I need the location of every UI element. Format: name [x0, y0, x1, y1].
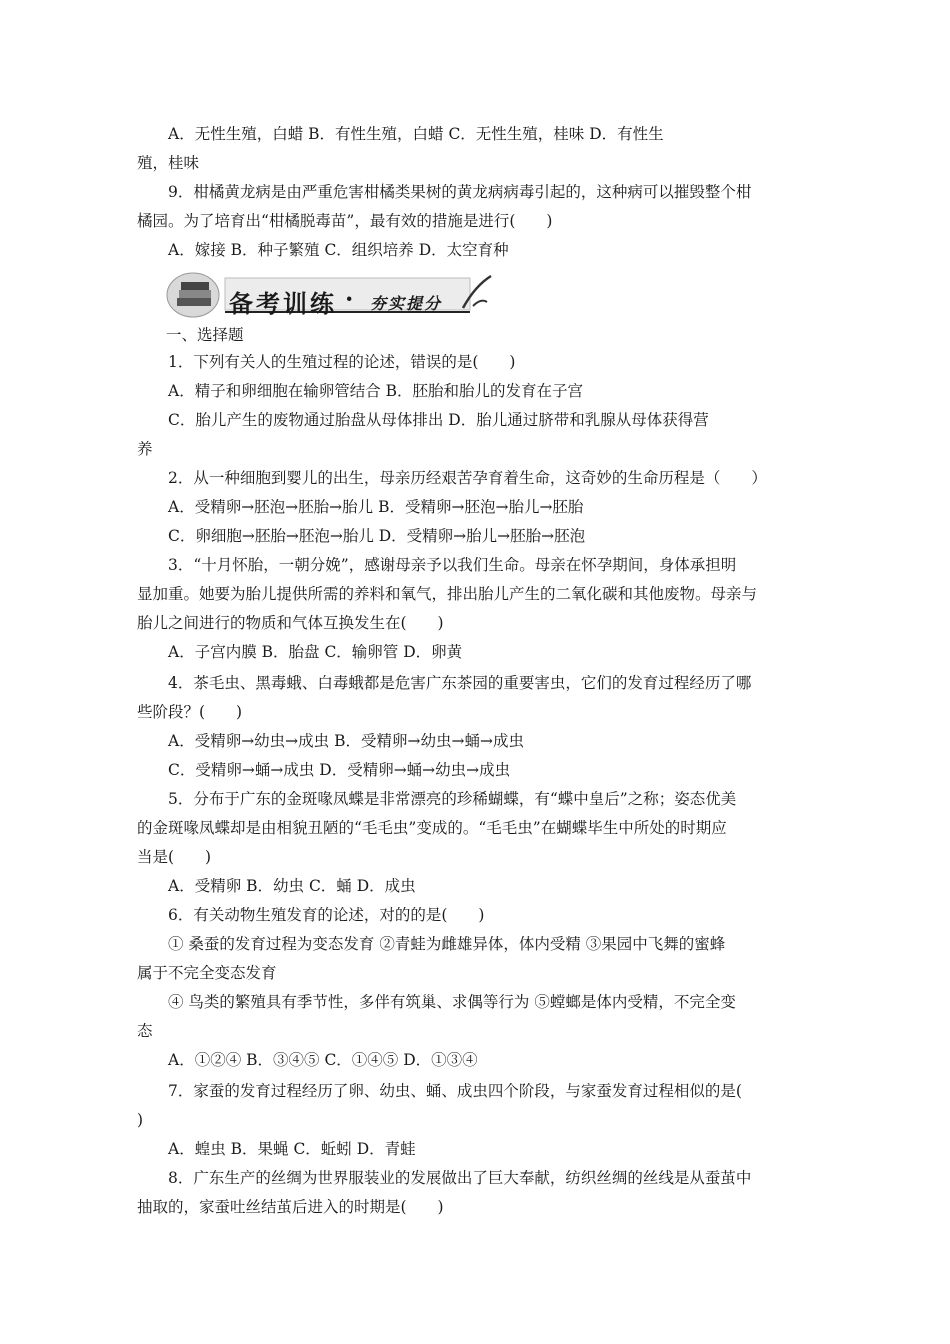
q6-options: A．①②④ B．③④⑤ C．①④⑤ D．①③④ [168, 1051, 478, 1069]
q6-statement-line3: ④ 鸟类的繁殖具有季节性，多伴有筑巢、求偶等行为 ⑤螳螂是体内受精，不完全变 [168, 993, 736, 1011]
q6-stem: 6．有关动物生殖发育的论述，对的的是( ) [168, 906, 485, 924]
q5-stem-line2: 的金斑喙凤蝶却是由相貌丑陋的“毛毛虫”变成的。“毛毛虫”在蝴蝶毕生中所处的时期应 [137, 819, 727, 837]
q1-stem: 1．下列有关人的生殖过程的论述，错误的是( ) [168, 353, 516, 371]
q7-stem-line2: ) [137, 1111, 144, 1129]
q2-stem: 2．从一种细胞到婴儿的出生，母亲历经艰苦孕育着生命，这奇妙的生命历程是（ ） [168, 469, 767, 487]
q4-stem-line2: 些阶段？( ) [137, 703, 243, 721]
section-banner [163, 268, 493, 320]
q5-stem-line3: 当是( ) [137, 848, 212, 866]
q1-option-line3: 养 [137, 440, 153, 458]
prev-q8-options-line2: 殖，桂味 [137, 154, 200, 172]
q6-statement-line1: ① 桑蚕的发育过程为变态发育 ②青蛙为雌雄异体，体内受精 ③果园中飞舞的蜜蜂 [168, 935, 726, 953]
q5-options: A．受精卵 B．幼虫 C．蛹 D．成虫 [168, 877, 416, 895]
q4-option-line1: A．受精卵→幼虫→成虫 B．受精卵→幼虫→蛹→成虫 [168, 732, 524, 750]
q7-stem-line1: 7．家蚕的发育过程经历了卵、幼虫、蛹、成虫四个阶段，与家蚕发育过程相似的是( [168, 1082, 742, 1100]
banner-dot: · [345, 284, 354, 313]
q7-options: A．蝗虫 B．果蝇 C．蚯蚓 D．青蛙 [168, 1140, 416, 1158]
q3-options: A．子宫内膜 B．胎盘 C．输卵管 D．卵黄 [168, 643, 463, 661]
banner-title: 备考训练 [229, 290, 337, 318]
q4-option-line2: C．受精卵→蛹→成虫 D．受精卵→蛹→幼虫→成虫 [168, 761, 511, 779]
q6-statement-line2: 属于不完全变态发育 [137, 964, 277, 982]
section-heading: 一、选择题 [166, 326, 244, 344]
q2-option-line1: A．受精卵→胚泡→胚胎→胎儿 B．受精卵→胚泡→胎儿→胚胎 [168, 498, 584, 516]
q1-option-line2: C．胎儿产生的废物通过胎盘从母体排出 D．胎儿通过脐带和乳腺从母体获得营 [168, 411, 709, 429]
q9-stem-line2: 橘园。为了培育出“柑橘脱毒苗”，最有效的措施是进行( ) [137, 212, 553, 230]
q9-stem-line1: 9．柑橘黄龙病是由严重危害柑橘类果树的黄龙病病毒引起的，这种病可以摧毁整个柑 [168, 183, 752, 201]
q6-statement-line4: 态 [137, 1022, 153, 1040]
q3-stem-line1: 3．“十月怀胎，一朝分娩”，感谢母亲予以我们生命。母亲在怀孕期间，身体承担明 [168, 556, 737, 574]
q2-option-line2: C．卵细胞→胚胎→胚泡→胎儿 D．受精卵→胎儿→胚胎→胚泡 [168, 527, 586, 545]
q1-option-line1: A．精子和卵细胞在输卵管结合 B．胚胎和胎儿的发育在子宫 [168, 382, 584, 400]
q9-options: A．嫁接 B．种子繁殖 C．组织培养 D．太空育种 [168, 241, 509, 259]
q4-stem-line1: 4．茶毛虫、黑毒蛾、白毒蛾都是危害广东茶园的重要害虫，它们的发育过程经历了哪 [168, 674, 752, 692]
q8-stem-line1: 8．广东生产的丝绸为世界服装业的发展做出了巨大奉献，纺织丝绸的丝线是从蚕茧中 [168, 1169, 752, 1187]
q3-stem-line2: 显加重。她要为胎儿提供所需的养料和氧气，排出胎儿产生的二氧化碳和其他废物。母亲与 [137, 585, 758, 603]
prev-q8-options-line1: A．无性生殖，白蜡 B．有性生殖，白蜡 C．无性生殖，桂味 D．有性生 [168, 125, 664, 143]
q5-stem-line1: 5．分布于广东的金斑喙凤蝶是非常漂亮的珍稀蝴蝶，有“蝶中皇后”之称；姿态优美 [168, 790, 737, 808]
q8-stem-line2: 抽取的，家蚕吐丝结茧后进入的时期是( ) [137, 1198, 444, 1216]
q3-stem-line3: 胎儿之间进行的物质和气体互换发生在( ) [137, 614, 444, 632]
banner-subtitle: 夯实提分 [370, 294, 443, 313]
